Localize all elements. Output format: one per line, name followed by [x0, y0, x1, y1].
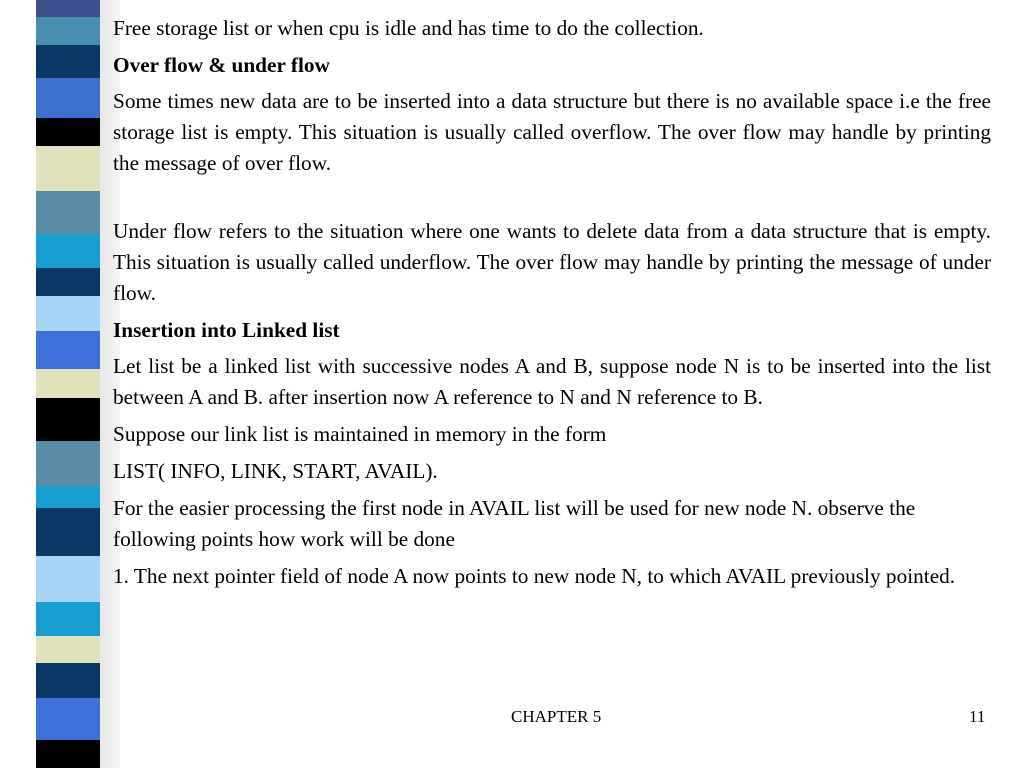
- strip-block: [36, 331, 100, 369]
- paragraph-overflow: Some times new data are to be inserted into a data structure but there is no available space i.e the free storage list is empty. This situation is usually called overflow. The over flow may handle by printing the message of over flow.: [113, 89, 991, 175]
- paragraph-insertion: Let list be a linked list with successive nodes A and B, suppose node N is to be inserted into the list between A and B. after insertion now A reference to N and N reference to B.: [113, 354, 991, 409]
- slide-body: [113, 13, 991, 598]
- paragraph-underflow: Under flow refers to the situation where one wants to delete data from a data structure that is empty. This situation is usually called underflow. The over flow may handle by printing the message of under flow.: [113, 219, 991, 305]
- strip-block: [36, 78, 100, 118]
- strip-block: [36, 698, 100, 740]
- paragraph-spacer: [113, 185, 991, 216]
- paragraph-easier-processing: For the easier processing the first node in AVAIL list will be used for new node N. observe the following points how work will be done: [113, 496, 916, 551]
- strip-block: [36, 663, 100, 698]
- heading-overflow-underflow: Over flow & under flow: [113, 53, 330, 77]
- strip-block: [36, 268, 100, 296]
- strip-block: [36, 441, 100, 486]
- strip-block: [36, 118, 100, 146]
- strip-block: [36, 369, 100, 398]
- decorative-color-strip: [36, 0, 100, 768]
- strip-block: [36, 398, 100, 441]
- strip-block: [36, 45, 100, 78]
- footer-page-number: 11: [969, 707, 986, 726]
- strip-block: [36, 0, 100, 17]
- heading-insertion: Insertion into Linked list: [113, 318, 340, 342]
- paragraph-intro: Free storage list or when cpu is idle and has time to do the collection.: [113, 16, 704, 40]
- paragraph-memory-form: Suppose our link list is maintained in memory in the form: [113, 422, 607, 446]
- paragraph-list-signature: LIST( INFO, LINK, START, AVAIL).: [113, 459, 438, 483]
- footer-chapter-label: CHAPTER 5: [511, 707, 602, 726]
- strip-block: [36, 508, 100, 556]
- strip-block: [36, 636, 100, 663]
- strip-block: [36, 191, 100, 234]
- strip-block: [36, 296, 100, 331]
- strip-block: [36, 146, 100, 191]
- strip-block: [36, 740, 100, 768]
- strip-block: [36, 556, 100, 602]
- strip-block: [36, 17, 100, 45]
- strip-block: [36, 486, 100, 508]
- paragraph-point-1: 1. The next pointer field of node A now points to new node N, to which AVAIL previously pointed.: [113, 564, 956, 588]
- strip-block: [36, 602, 100, 636]
- strip-block: [36, 234, 100, 268]
